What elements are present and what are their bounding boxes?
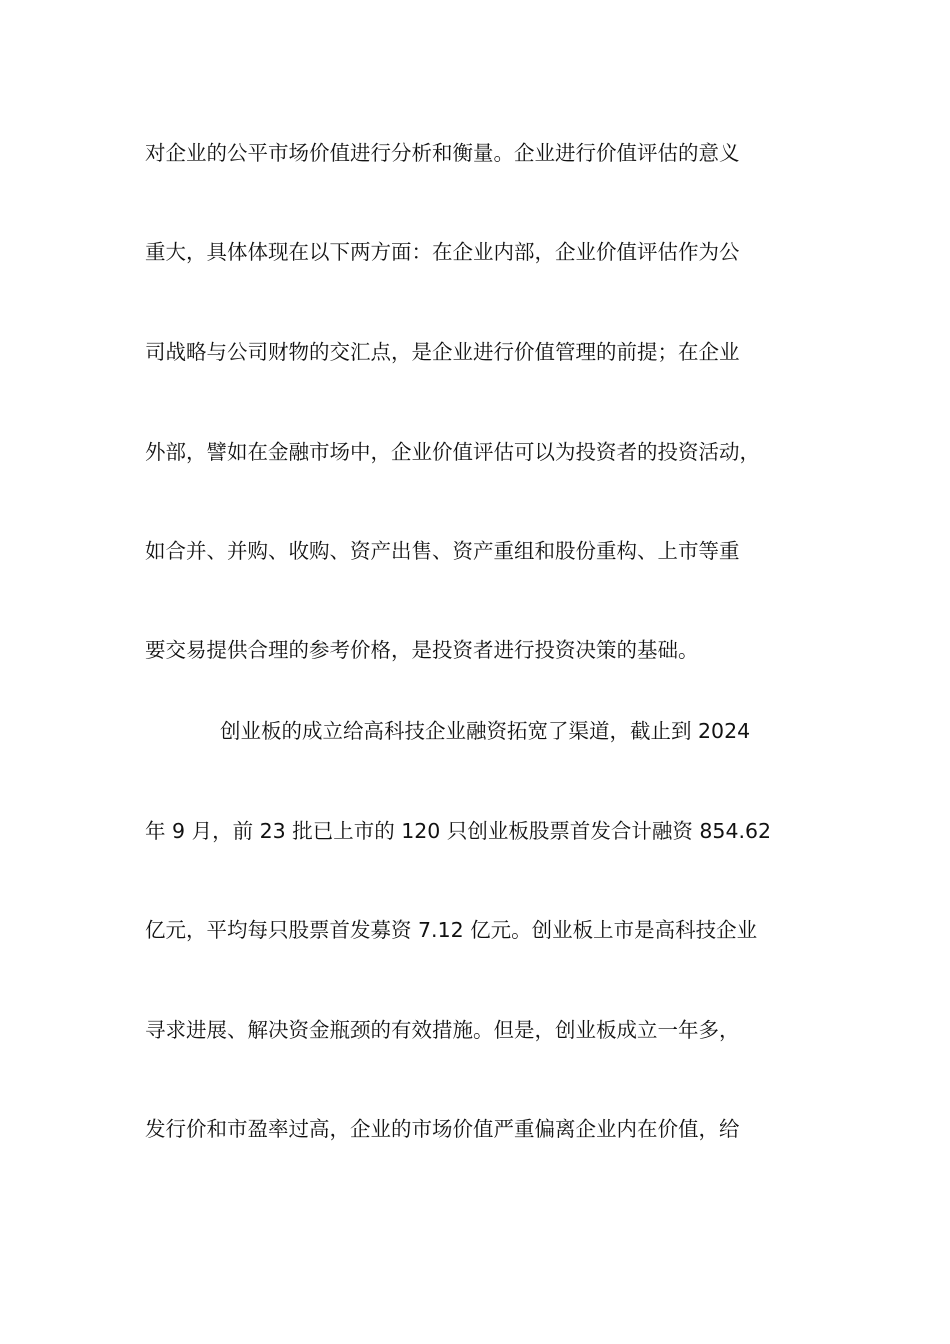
text-line: 外部，譬如在金融市场中，企业价值评估可以为投资者的投资活动，	[145, 440, 760, 464]
text-line: 亿元，平均每只股票首发募资 7.12 亿元。创业板上市是高科技企业	[145, 918, 758, 942]
text-line: 创业板的成立给高科技企业融资拓宽了渠道，截止到 2024	[220, 719, 751, 743]
text-line: 如合并、并购、收购、资产出售、资产重组和股份重构、上市等重	[145, 539, 740, 563]
text-line: 寻求进展、解决资金瓶颈的有效措施。但是，创业板成立一年多，	[145, 1018, 740, 1042]
text-line: 重大，具体体现在以下两方面：在企业内部，企业价值评估作为公	[145, 240, 740, 264]
text-line: 发行价和市盈率过高，企业的市场价值严重偏离企业内在价值，给	[145, 1117, 740, 1141]
text-line: 要交易提供合理的参考价格，是投资者进行投资决策的基础。	[145, 638, 699, 662]
text-line: 年 9 月，前 23 批已上市的 120 只创业板股票首发合计融资 854.62	[145, 819, 772, 843]
text-line: 对企业的公平市场价值进行分析和衡量。企业进行价值评估的意义	[145, 141, 740, 165]
text-line: 司战略与公司财物的交汇点，是企业进行价值管理的前提；在企业	[145, 340, 740, 364]
